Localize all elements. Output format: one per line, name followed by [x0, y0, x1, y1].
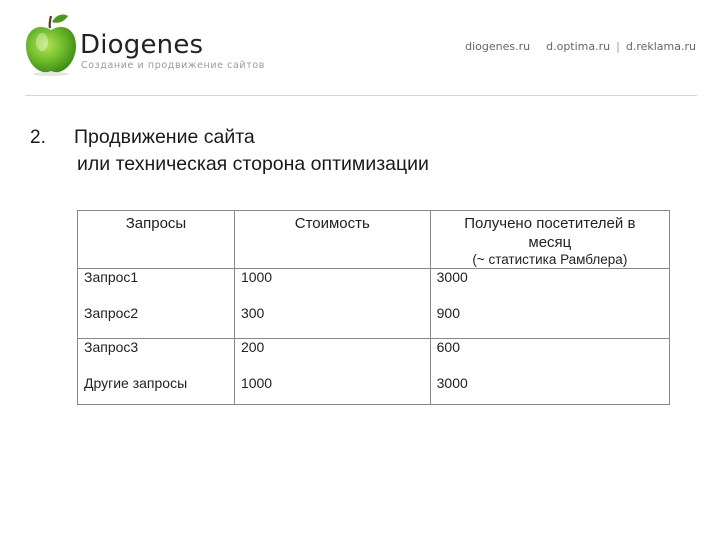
table-cell-cost [234, 269, 430, 339]
visitors-4: 3000 [436, 375, 468, 391]
visitors-1: 3000 [436, 269, 468, 285]
link-reklama[interactable]: d.reklama.ru [625, 40, 696, 53]
brand-tagline: Создание и продвижение сайтов [81, 60, 265, 71]
link-optima[interactable]: d.optima.ru [546, 40, 611, 53]
apple-logo-icon [22, 10, 80, 76]
header-links [465, 40, 696, 53]
table-row-group-2 [78, 339, 670, 405]
header-queries: Запросы [78, 211, 235, 269]
cost-2: 300 [240, 305, 265, 321]
visitors-2: 900 [436, 305, 460, 321]
cost-4: 1000 [240, 375, 273, 391]
header-visitors-note: (~ статистика Рамблера) [472, 252, 628, 267]
table-cell-visitors [430, 339, 669, 405]
query-4: Другие запросы [84, 375, 188, 391]
table-cell-query [78, 269, 235, 339]
cost-3: 200 [240, 339, 265, 355]
link-diogenes[interactable]: diogenes.ru [465, 40, 531, 53]
table-row-group-1 [78, 269, 670, 339]
header [0, 0, 720, 100]
cost-1: 1000 [240, 269, 273, 285]
table-cell-query [78, 339, 235, 405]
slide-title-line1: Продвижение сайта [74, 126, 255, 148]
slide-title [74, 124, 429, 178]
query-3: Запрос3 [84, 339, 139, 355]
table-cell-cost [234, 339, 430, 405]
header-cost: Стоимость [234, 211, 430, 269]
queries-table [77, 210, 670, 405]
table-cell-visitors [430, 269, 669, 339]
brand-name: Diogenes [80, 30, 204, 60]
query-1: Запрос1 [84, 269, 139, 285]
slide-title-line2: или техническая сторона оптимизации [77, 153, 429, 175]
link-separator: | [616, 40, 620, 53]
header-visitors: Получено посетителей в месяц (~ статистика Рамблера) [430, 211, 669, 269]
query-2: Запрос2 [84, 305, 139, 321]
slide-number: 2. [30, 127, 46, 148]
table-header-row [78, 211, 670, 269]
header-divider [25, 95, 697, 96]
visitors-3: 600 [436, 339, 460, 355]
